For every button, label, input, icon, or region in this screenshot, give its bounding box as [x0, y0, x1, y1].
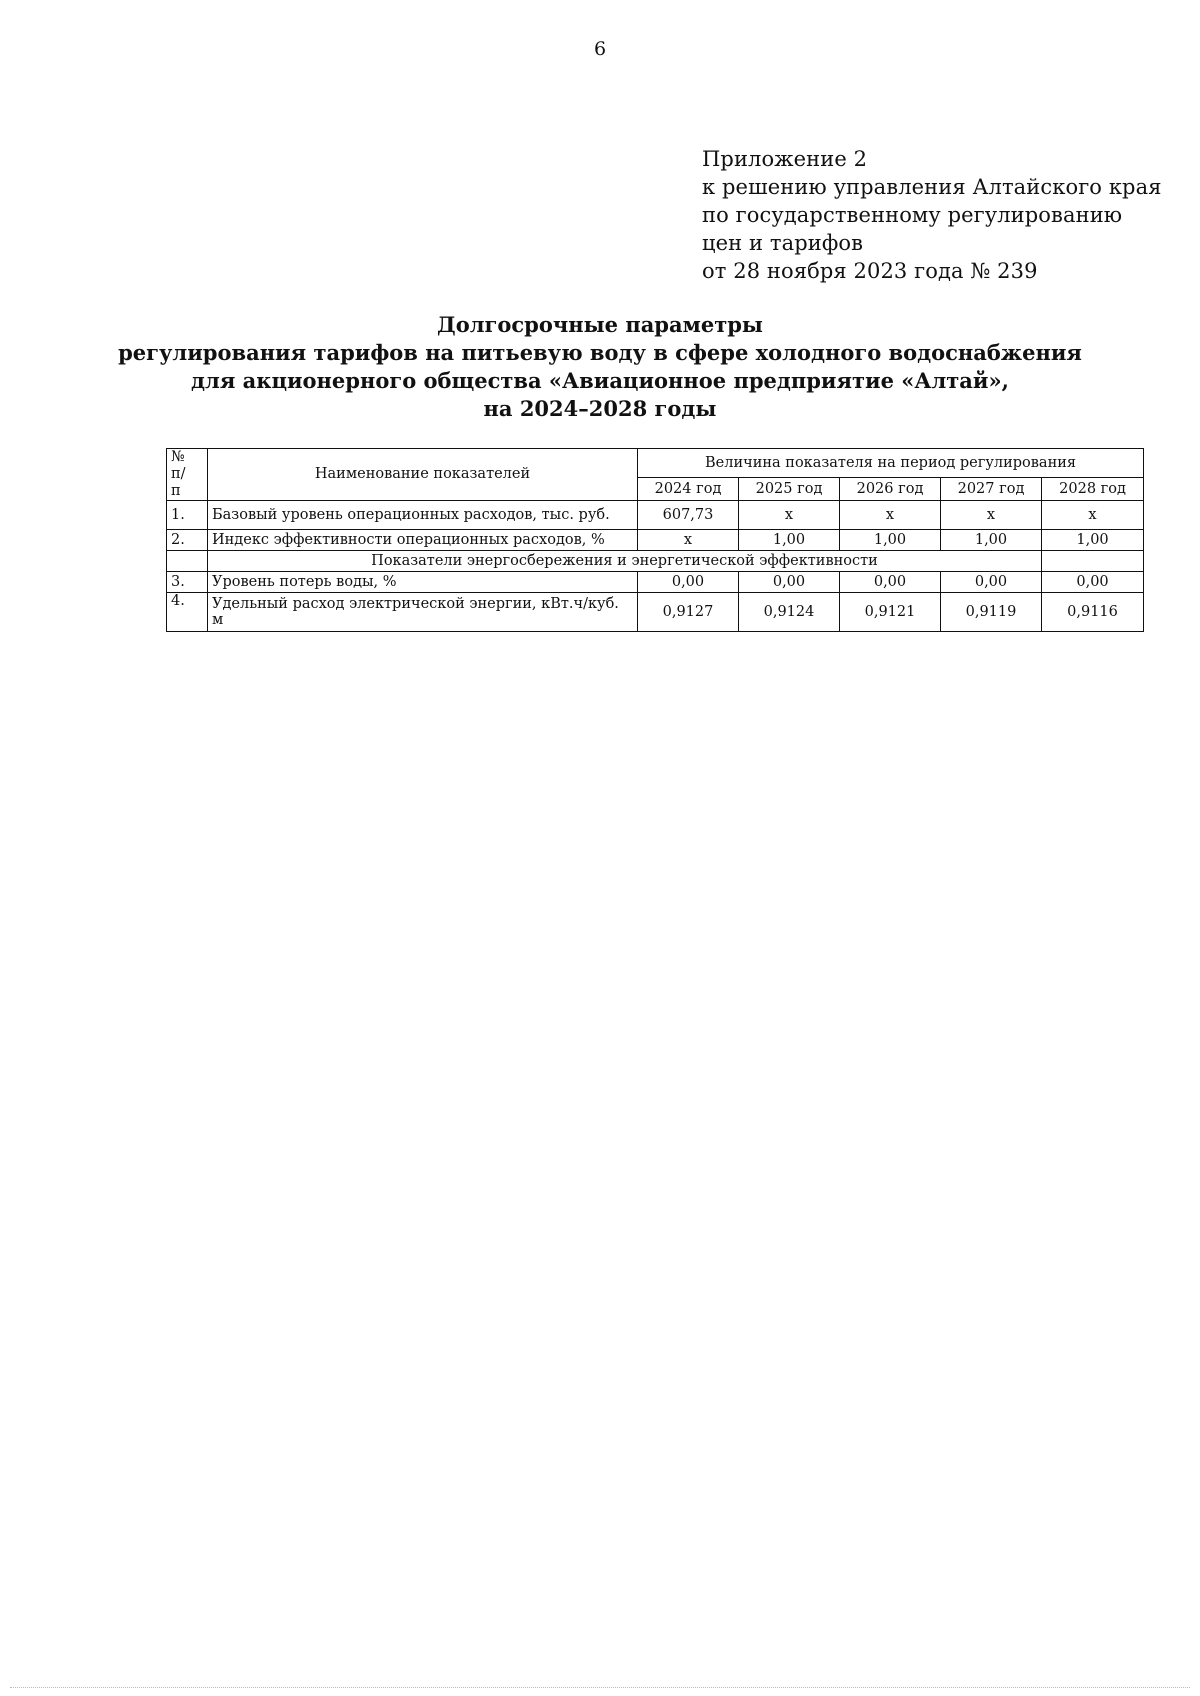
appendix-line: к решению управления Алтайского края — [702, 175, 1162, 199]
row-number: 1. — [167, 501, 208, 530]
row-value: 0,00 — [941, 572, 1042, 593]
header-number-line: № — [171, 449, 185, 465]
header-period: Величина показателя на период регулирования — [638, 449, 1144, 478]
row-value: х — [1042, 501, 1144, 530]
header-year: 2025 год — [739, 478, 840, 501]
parameters-table — [166, 448, 1144, 632]
header-number — [167, 449, 208, 501]
row-number: 4. — [167, 593, 208, 632]
row-value: 0,00 — [1042, 572, 1144, 593]
scan-edge-line — [10, 1687, 1190, 1688]
row-number: 2. — [167, 530, 208, 551]
row-value: 0,00 — [840, 572, 941, 593]
row-value: 0,9124 — [739, 593, 840, 632]
document-title — [0, 311, 1200, 423]
section-row — [167, 551, 1144, 572]
row-value: 0,9121 — [840, 593, 941, 632]
appendix-block — [702, 145, 1162, 285]
header-year: 2028 год — [1042, 478, 1144, 501]
table-row — [167, 572, 1144, 593]
section-empty-cell — [1042, 551, 1144, 572]
table-header-row — [167, 449, 1144, 478]
table-row — [167, 593, 1144, 632]
section-title: Показатели энергосбережения и энергетической эффективности — [208, 551, 1042, 572]
row-name: Уровень потерь воды, % — [208, 572, 638, 593]
header-year: 2026 год — [840, 478, 941, 501]
row-value: х — [638, 530, 739, 551]
appendix-line: Приложение 2 — [702, 147, 868, 171]
header-number-line: п/ — [171, 466, 186, 482]
row-value: 0,9116 — [1042, 593, 1144, 632]
row-value: 1,00 — [941, 530, 1042, 551]
row-value: х — [941, 501, 1042, 530]
row-value: 1,00 — [840, 530, 941, 551]
row-value: х — [840, 501, 941, 530]
row-name: Удельный расход электрической энергии, кВт.ч/куб. м — [208, 593, 638, 632]
table-row — [167, 501, 1144, 530]
title-line: Долгосрочные параметры — [437, 312, 763, 337]
title-line: для акционерного общества «Авиационное предприятие «Алтай», — [191, 368, 1009, 393]
appendix-line: цен и тарифов — [702, 231, 864, 255]
row-name: Индекс эффективности операционных расходов, % — [208, 530, 638, 551]
row-value: 1,00 — [739, 530, 840, 551]
section-empty-cell — [167, 551, 208, 572]
title-line: на 2024–2028 годы — [483, 396, 717, 421]
page-number: 6 — [593, 38, 607, 60]
table-row — [167, 530, 1144, 551]
row-value: 0,9119 — [941, 593, 1042, 632]
row-name: Базовый уровень операционных расходов, тыс. руб. — [208, 501, 638, 530]
header-indicator-name: Наименование показателей — [208, 449, 638, 501]
row-number: 3. — [167, 572, 208, 593]
appendix-line: по государственному регулированию — [702, 203, 1123, 227]
row-value: 1,00 — [1042, 530, 1144, 551]
header-number-line: п — [171, 483, 181, 499]
row-value: 607,73 — [638, 501, 739, 530]
row-value: 0,00 — [638, 572, 739, 593]
appendix-line: от 28 ноября 2023 года № 239 — [702, 259, 1038, 283]
row-value: х — [739, 501, 840, 530]
row-value: 0,9127 — [638, 593, 739, 632]
header-year: 2024 год — [638, 478, 739, 501]
title-line: регулирования тарифов на питьевую воду в сфере холодного водоснабжения — [118, 340, 1082, 365]
header-year: 2027 год — [941, 478, 1042, 501]
row-value: 0,00 — [739, 572, 840, 593]
